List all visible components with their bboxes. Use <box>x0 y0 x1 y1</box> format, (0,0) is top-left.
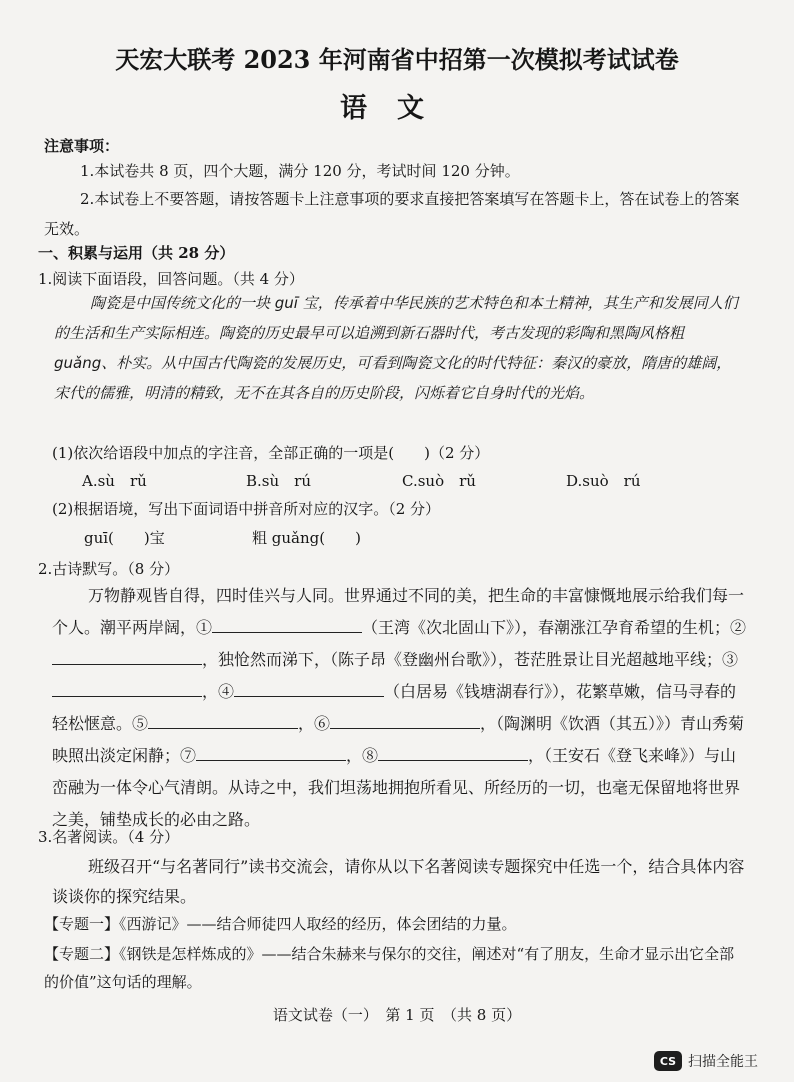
answer-blank-6[interactable] <box>330 712 480 729</box>
option-a: A.sù rǔ <box>82 472 147 490</box>
poem-text-7: ，（陶渊明《饮酒（其五）》）青山秀菊映照出淡定闲静；⑦ <box>52 714 745 765</box>
fill-item-1: guī( )宝 <box>84 529 165 547</box>
option-d: D.suò rú <box>566 472 641 490</box>
poem-text-3: ，独怆然而涕下，（陈子昂《登幽州台歌》），苍茫胜景让目光超越地平线；③ <box>202 650 739 669</box>
scanner-app-name: 扫描全能王 <box>688 1054 758 1070</box>
answer-blank-3[interactable] <box>52 680 202 697</box>
option-b: B.sù rú <box>246 472 311 490</box>
poem-text-2: （王湾《次北固山下》），春潮涨江孕育希望的生机；② <box>362 618 747 637</box>
question-3-heading: 3.名著阅读。（4 分） <box>38 828 180 846</box>
exam-title: 天宏大联考 2023 年河南省中招第一次模拟考试试卷 <box>115 45 679 74</box>
notice-item-1: 1.本试卷共 8 页，四个大题，满分 120 分，考试时间 120 分钟。 <box>80 162 520 180</box>
answer-blank-1[interactable] <box>212 616 362 633</box>
topic-1: 【专题一】《西游记》——结合师徒四人取经的经历，体会团结的力量。 <box>44 915 517 933</box>
page-footer: 语文试卷（一） 第 1 页 （共 8 页） <box>272 1006 522 1024</box>
fill-item-2: 粗 guǎng( ) <box>252 529 361 547</box>
answer-blank-8[interactable] <box>378 744 528 761</box>
question-2-heading: 2.古诗默写。（8 分） <box>38 560 180 578</box>
poem-text-6: ，⑥ <box>298 714 331 733</box>
poem-text-4: ，④ <box>202 682 235 701</box>
answer-blank-5[interactable] <box>148 712 298 729</box>
question-1-sub1: (1)依次给语段中加点的字注音，全部正确的一项是( )（2 分） <box>52 444 490 462</box>
answer-blank-2[interactable] <box>52 648 202 665</box>
poem-text-8: ，⑧ <box>346 746 379 765</box>
answer-blank-4[interactable] <box>234 680 384 697</box>
camscanner-logo-icon: CS <box>654 1051 682 1071</box>
scanner-watermark <box>654 1050 758 1072</box>
notice-item-2: 2.本试卷上不要答题，请按答题卡上注意事项的要求直接把答案填写在答题卡上，答在试卷上的答案无效。 <box>44 190 740 238</box>
notice-heading: 注意事项： <box>44 137 120 155</box>
poem-text-9: ，（王安石《登飞来峰》）与山峦融为一体令心气清朗。从诗之中，我们坦荡地拥抱所看见、所经历的一切，也毫无保留地将世界之美，铺垫成长的必由之路。 <box>52 746 741 829</box>
question-3-text: 班级召开“与名著同行”读书交流会，请你从以下名著阅读专题探究中任选一个，结合具体内容谈谈你的探究结果。 <box>52 857 745 906</box>
subject-title: 语文 <box>340 93 454 124</box>
topic-2: 【专题二】《钢铁是怎样炼成的》——结合朱赫来与保尔的交往，阐述对“有了朋友，生命才显示出它全部的价值”这句话的理解。 <box>44 945 735 991</box>
poem-text-5: （白居易《钱塘湖春行》），花繁草嫩，信马寻春的轻松惬意。⑤ <box>52 682 737 733</box>
answer-blank-7[interactable] <box>196 744 346 761</box>
poem-text-1: 万物静观皆自得，四时佳兴与人同。世界通过不同的美，把生命的丰富慷慨地展示给我们每一个人。潮平两岸阔，① <box>52 586 745 637</box>
question-1-heading: 1.阅读下面语段，回答问题。（共 4 分） <box>38 270 304 288</box>
question-1-sub2: (2)根据语境，写出下面词语中拼音所对应的汉字。（2 分） <box>52 500 441 518</box>
question-1-passage: 陶瓷是中国传统文化的一块 guī 宝，传承着中华民族的艺术特色和本土精神，其生产和发展同人们的生活和生产实际相连。陶瓷的历史最早可以追溯到新石器时代，考古发现的彩陶和黑陶风格粗 guǎng、朴实。从中国古代陶瓷的发展历史，可看到陶瓷文化的时代特征：秦汉的豪放，隋唐的雄阔，宋代的儒雅，明清的精致，无不在其各自的历史阶段，闪烁着它自身时代的光焰。 <box>54 294 738 402</box>
option-c: C.suò rǔ <box>402 472 476 490</box>
question-2-text <box>52 580 748 836</box>
section-heading: 一、积累与运用（共 28 分） <box>38 244 235 262</box>
